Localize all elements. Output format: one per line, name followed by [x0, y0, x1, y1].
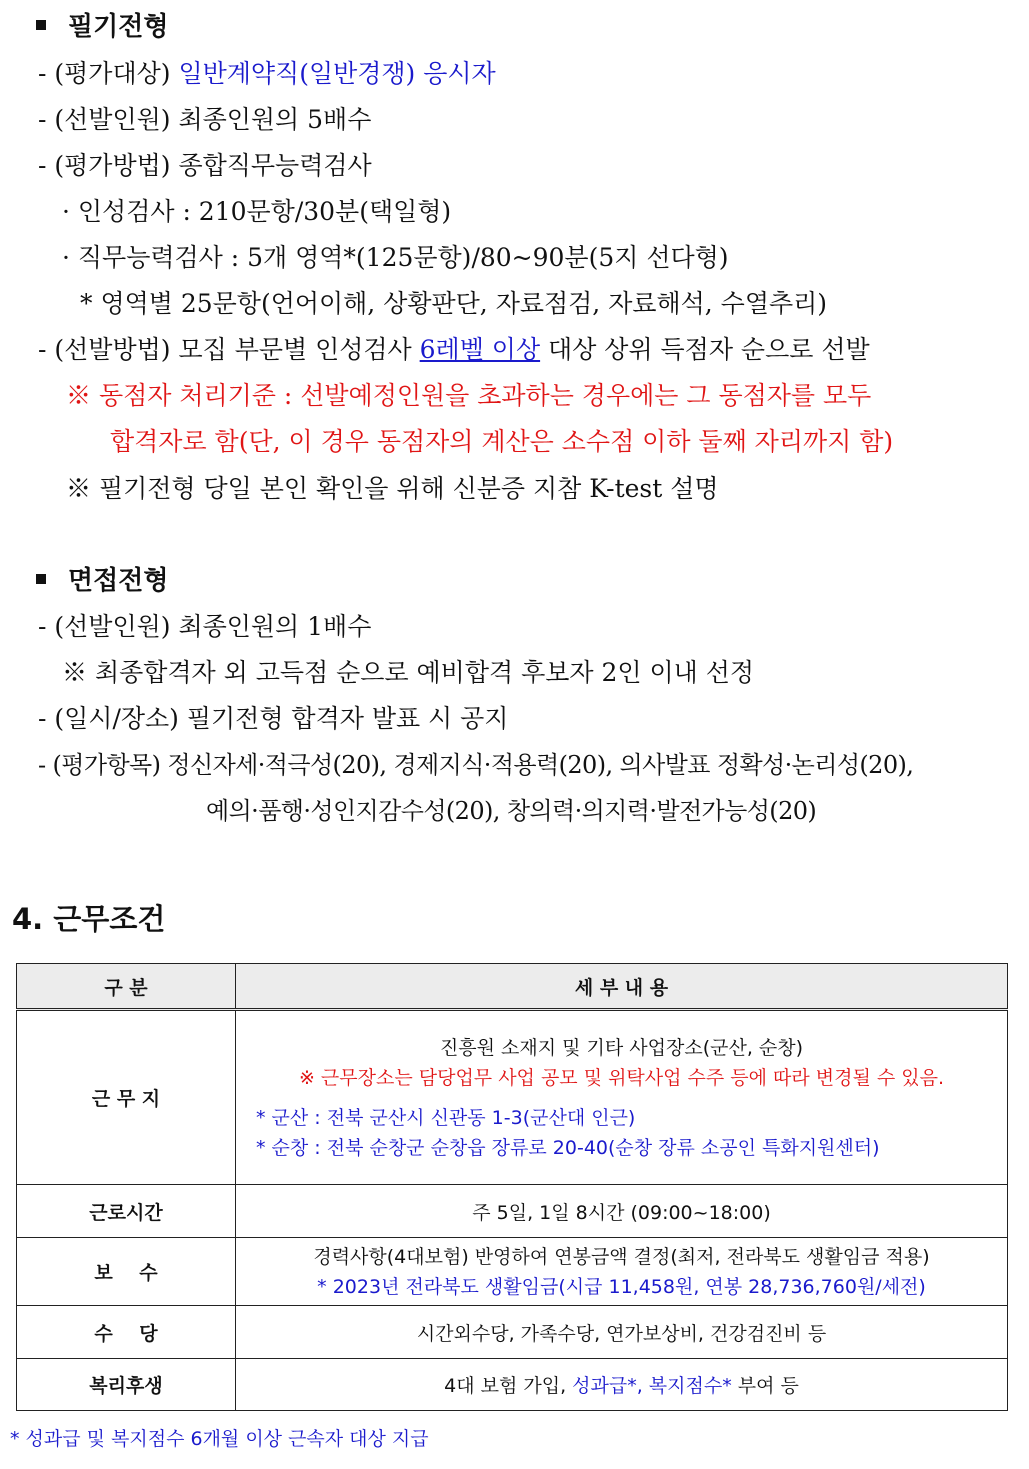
pay-line1: 경력사항(4대보험) 반영하여 연봉금액 결정(최저, 전라북도 생활임금 적용) [313, 1245, 930, 1268]
tie-rule-line1: ※ 동점자 처리기준 : 선발예정인원을 초과하는 경우에는 그 동점자를 모두 [66, 381, 872, 410]
welfare-bonus: 성과급*, 복지점수* [572, 1375, 732, 1397]
workplace-line3: * 군산 : 전북 군산시 신관동 1-3(군산대 인근) [256, 1106, 636, 1129]
tie-rule-line2: 합격자로 함(단, 이 경우 동점자의 계산은 소수점 이하 둘째 자리까지 함) [110, 427, 894, 456]
workplace-line1: 진흥원 소재지 및 기타 사업장소(군산, 순창) [439, 1036, 804, 1059]
workplace-details [236, 1010, 1008, 1185]
table-row-welfare [17, 1359, 1008, 1411]
written-select-count: - (선발인원) 최종인원의 5배수 [38, 105, 372, 134]
hours-label: 근로시간 [17, 1185, 236, 1238]
selection-level: 6레벨 이상 [419, 335, 541, 364]
written-personality: · 인성검사 : 210문항/30분(택일형) [62, 197, 452, 226]
allowance-value: 시간외수당, 가족수당, 연가보상비, 건강검진비 등 [236, 1306, 1008, 1359]
header-details: 세 부 내 용 [236, 964, 1008, 1010]
workplace-line4: * 순창 : 전북 순창군 순창읍 장류로 20-40(순창 장류 소공인 특화지원센터) [256, 1136, 880, 1159]
interview-section-title: 면접전형 [36, 565, 168, 597]
welfare-value: 4대 보험 가입, 성과급*, 복지점수* 부여 등 [236, 1359, 1008, 1411]
pay-line2: * 2023년 전라북도 생활임금(시급 11,458원, 연봉 28,736,760원/세전) [317, 1275, 926, 1298]
table-row-pay [17, 1238, 1008, 1306]
table-row-allowance [17, 1306, 1008, 1359]
table-footnote: * 성과급 및 복지점수 6개월 이상 근속자 대상 지급 [10, 1428, 429, 1450]
workplace-label: 근 무 지 [17, 1010, 236, 1185]
section4-title: 4. 근무조건 [12, 902, 166, 936]
square-bullet-icon [36, 574, 46, 584]
table-row-hours [17, 1185, 1008, 1238]
interview-reserve: ※ 최종합격자 외 고득점 순으로 예비합격 후보자 2인 이내 선정 [62, 658, 755, 687]
interview-schedule: - (일시/장소) 필기전형 합격자 발표 시 공지 [38, 704, 509, 733]
interview-select-count: - (선발인원) 최종인원의 1배수 [38, 612, 372, 641]
workplace-line2: ※ 근무장소는 담당업무 사업 공모 및 위탁사업 수주 등에 따라 변경될 수 있음. [298, 1066, 945, 1089]
welfare-label: 복리후생 [17, 1359, 236, 1411]
hours-value: 주 5일, 1일 8시간 (09:00~18:00) [236, 1185, 1008, 1238]
written-target: - (평가대상) 일반계약직(일반경쟁) 응시자 [38, 59, 496, 88]
written-ability: · 직무능력검사 : 5개 영역*(125문항)/80~90분(5지 선다형) [62, 243, 729, 272]
written-target-value: 일반계약직(일반경쟁) 응시자 [178, 59, 496, 88]
interview-items-line1: - (평가항목) 정신자세·적극성(20), 경제지식·적용력(20), 의사발표 정확성·논리성(20), [38, 751, 914, 779]
allowance-label: 수 당 [17, 1306, 236, 1359]
written-selection: - (선발방법) 모집 부문별 인성검사 6레벨 이상 대상 상위 득점자 순으로 선발 [38, 335, 870, 364]
pay-label: 보 수 [17, 1238, 236, 1306]
written-areas: * 영역별 25문항(언어이해, 상황판단, 자료점검, 자료해석, 수열추리) [80, 289, 828, 318]
id-note: ※ 필기전형 당일 본인 확인을 위해 신분증 지참 K-test 설명 [66, 474, 719, 503]
written-section-title: 필기전형 [36, 11, 168, 43]
table-row-workplace [17, 1010, 1008, 1185]
interview-items-line2: 예의·품행·성인지감수성(20), 창의력·의지력·발전가능성(20) [206, 797, 817, 825]
header-category: 구 분 [17, 964, 236, 1010]
pay-details [236, 1238, 1008, 1306]
table-header-row [17, 964, 1008, 1010]
written-method: - (평가방법) 종합직무능력검사 [38, 151, 372, 180]
work-conditions-table [16, 963, 1008, 1411]
square-bullet-icon [36, 20, 46, 30]
